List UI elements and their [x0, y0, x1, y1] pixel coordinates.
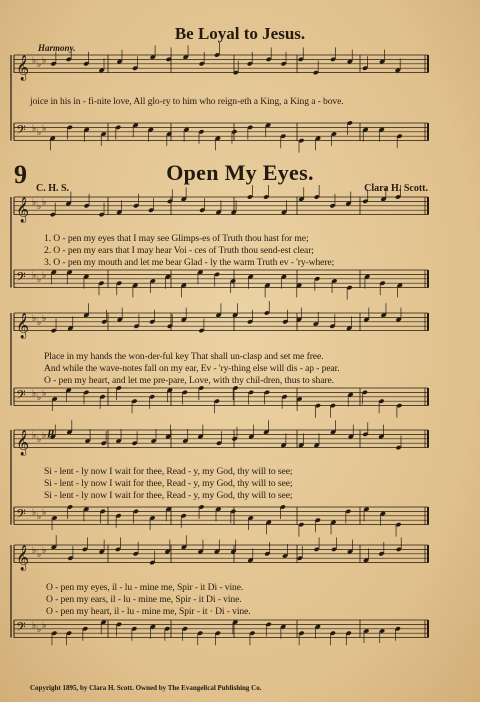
flat-icon: ♭	[37, 392, 42, 402]
flat-icon: ♭	[32, 270, 37, 280]
flat-icon: ♭	[42, 388, 47, 398]
top-hymn-lyric: joice in his in - fi-nite love, All glo-ry to him who reign-eth a King, a King a - bove.	[30, 96, 344, 107]
bass-clef-icon: 𝄢	[16, 506, 26, 525]
flat-icon: ♭	[42, 430, 47, 440]
flat-icon: ♭	[42, 123, 47, 133]
flat-icon: ♭	[37, 127, 42, 137]
flat-icon: ♭	[32, 430, 37, 440]
treble-clef-icon: 𝄞	[16, 197, 30, 223]
hymn-number: 9	[14, 160, 27, 189]
lyric-line: Si - lent - ly now I wait for thee, Read - y, my God, thy will to see;	[44, 490, 293, 501]
bass-clef-icon: 𝄢	[16, 619, 26, 638]
flat-icon: ♭	[42, 270, 47, 280]
flat-icon: ♭	[37, 511, 42, 521]
flat-icon: ♭	[42, 55, 47, 65]
composer-credit: C. H. S.	[36, 183, 70, 194]
treble-clef-icon: 𝄞	[16, 55, 30, 81]
lyric-line: O - pen my eyes, il - lu - mine me, Spir - it Di - vine.	[46, 582, 244, 593]
lyric-line: Si - lent - ly now I wait for thee, Read - y, my God, thy will to see;	[44, 466, 293, 477]
harmony-label: Harmony.	[38, 43, 76, 53]
lyric-line: And while the wave-notes fall on my ear, Ev - 'ry-thing else will dis - ap - pear.	[44, 363, 340, 374]
lyric-line: 2. O - pen my ears that I may hear Voi - ces of Truth thou send-est clear;	[44, 245, 314, 256]
flat-icon: ♭	[32, 197, 37, 207]
lyric-line: Si - lent - ly now I wait for thee, Read - y, my God, thy will to see;	[44, 478, 293, 489]
flat-icon: ♭	[37, 201, 42, 211]
lyric-line: 1. O - pen my eyes that I may see Glimps-es of Truth thou hast for me;	[44, 233, 309, 244]
bass-clef-icon: 𝄢	[16, 269, 26, 288]
flat-icon: ♭	[32, 545, 37, 555]
lyric-line: O - pen my heart, and let me pre-pare, Love, with thy chil-dren, thus to share.	[44, 375, 334, 386]
bass-clef-icon: 𝄢	[16, 122, 26, 141]
lyric-line: O - pen my heart, il - lu - mine me, Spir - it · Di - vine.	[46, 606, 251, 617]
treble-clef-icon: 𝄞	[16, 313, 30, 339]
flat-icon: ♭	[42, 507, 47, 517]
treble-clef-icon: 𝄞	[16, 545, 30, 571]
flat-icon: ♭	[37, 434, 42, 444]
treble-clef-icon: 𝄞	[16, 430, 30, 456]
flat-icon: ♭	[37, 317, 42, 327]
flat-icon: ♭	[37, 624, 42, 634]
dynamic-marking: p	[48, 424, 54, 438]
flat-icon: ♭	[42, 620, 47, 630]
flat-icon: ♭	[42, 313, 47, 323]
author-credit: Clara H. Scott.	[364, 183, 428, 194]
flat-icon: ♭	[32, 507, 37, 517]
flat-icon: ♭	[32, 388, 37, 398]
flat-icon: ♭	[37, 274, 42, 284]
bass-clef-icon: 𝄢	[16, 387, 26, 406]
flat-icon: ♭	[42, 545, 47, 555]
flat-icon: ♭	[37, 59, 42, 69]
hymn-title: Open My Eyes.	[166, 160, 314, 185]
flat-icon: ♭	[32, 123, 37, 133]
top-hymn-title: Be Loyal to Jesus.	[174, 24, 306, 43]
lyric-line: Place in my hands the won-der-ful key That shall un-clasp and set me free.	[44, 351, 324, 362]
copyright-notice: Copyright 1895, by Clara H. Scott. Owned by The Evangelical Publishing Co.	[30, 684, 262, 692]
lyric-line: 3. O - pen my mouth and let me bear Glad - ly the warm Truth ev - 'ry-where;	[44, 257, 335, 268]
flat-icon: ♭	[42, 197, 47, 207]
lyric-line: O - pen my ears, il - lu - mine me, Spir - it Di - vine.	[46, 594, 242, 605]
flat-icon: ♭	[32, 55, 37, 65]
flat-icon: ♭	[37, 549, 42, 559]
flat-icon: ♭	[32, 620, 37, 630]
flat-icon: ♭	[32, 313, 37, 323]
